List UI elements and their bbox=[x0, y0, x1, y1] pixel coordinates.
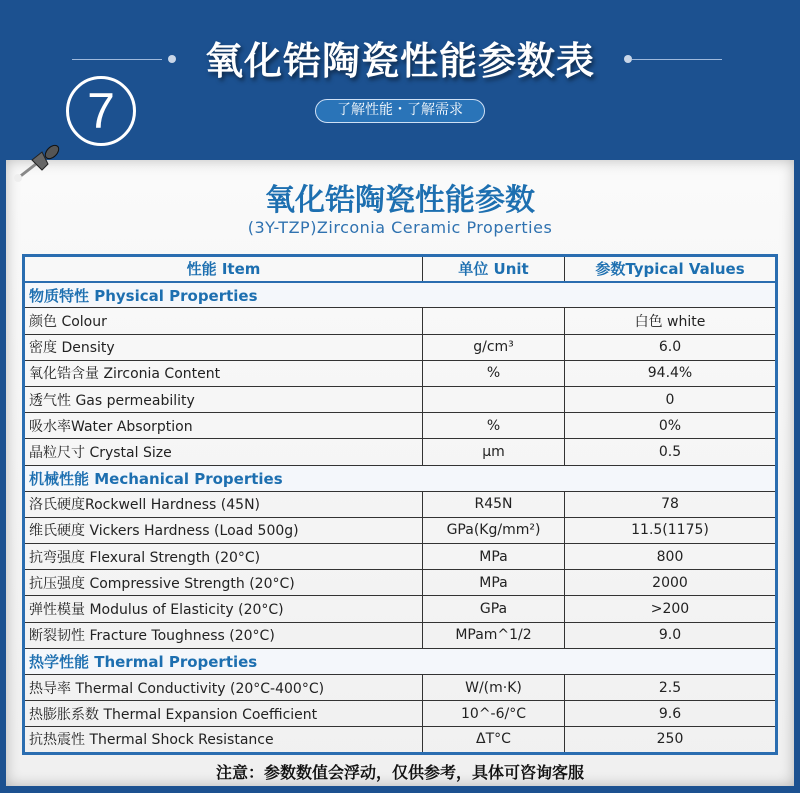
cell-unit bbox=[423, 308, 565, 334]
cell-item: 氧化锆含量 Zirconia Content bbox=[24, 360, 423, 386]
section-title: 热学性能 Thermal Properties bbox=[24, 648, 777, 674]
cell-unit: GPa bbox=[423, 596, 565, 622]
table-row bbox=[24, 622, 777, 648]
cell-value: 白色 white bbox=[565, 308, 777, 334]
cell-unit: W/(m·K) bbox=[423, 675, 565, 701]
cell-unit: ΔT°C bbox=[423, 727, 565, 753]
section-title: 物质特性 Physical Properties bbox=[24, 282, 777, 308]
cell-value: 0.5 bbox=[565, 439, 777, 465]
title-rule-right bbox=[632, 59, 722, 60]
cell-value: 0 bbox=[565, 386, 777, 412]
cell-item: 晶粒尺寸 Crystal Size bbox=[24, 439, 423, 465]
cell-value: 800 bbox=[565, 544, 777, 570]
section-number: 7 bbox=[66, 76, 136, 146]
cell-value: 250 bbox=[565, 727, 777, 753]
cell-value: 0% bbox=[565, 413, 777, 439]
cell-value: 11.5(1175) bbox=[565, 517, 777, 543]
cell-unit: g/cm³ bbox=[423, 334, 565, 360]
table-row bbox=[24, 675, 777, 701]
cell-unit: % bbox=[423, 360, 565, 386]
cell-value: 9.0 bbox=[565, 622, 777, 648]
cell-unit: 10^-6/°C bbox=[423, 701, 565, 727]
cell-item: 弹性模量 Modulus of Elasticity (20°C) bbox=[24, 596, 423, 622]
header-value: 参数Typical Values bbox=[565, 256, 777, 282]
cell-item: 热导率 Thermal Conductivity (20°C-400°C) bbox=[24, 675, 423, 701]
cell-item: 密度 Density bbox=[24, 334, 423, 360]
section-row bbox=[24, 465, 777, 491]
cell-item: 洛氏硬度Rockwell Hardness (45N) bbox=[24, 491, 423, 517]
cell-item: 抗压强度 Compressive Strength (20°C) bbox=[24, 570, 423, 596]
table-row bbox=[24, 386, 777, 412]
table-header-row bbox=[24, 256, 777, 282]
disclaimer-note: 注意：参数数值会浮动，仅供参考，具体可咨询客服 bbox=[215, 763, 584, 782]
cell-item: 抗热震性 Thermal Shock Resistance bbox=[24, 727, 423, 753]
table-row bbox=[24, 727, 777, 753]
table-row bbox=[24, 596, 777, 622]
cell-unit: MPam^1/2 bbox=[423, 622, 565, 648]
cell-unit: MPa bbox=[423, 544, 565, 570]
properties-table bbox=[22, 254, 778, 755]
cell-item: 透气性 Gas permeability bbox=[24, 386, 423, 412]
cell-value: 94.4% bbox=[565, 360, 777, 386]
table-row bbox=[24, 334, 777, 360]
cell-value: 6.0 bbox=[565, 334, 777, 360]
cell-unit: GPa(Kg/mm²) bbox=[423, 517, 565, 543]
cell-item: 热膨胀系数 Thermal Expansion Coefficient bbox=[24, 701, 423, 727]
cell-item: 抗弯强度 Flexural Strength (20°C) bbox=[24, 544, 423, 570]
card-subtitle: (3Y-TZP)Zirconia Ceramic Properties bbox=[247, 218, 553, 237]
cell-item: 颜色 Colour bbox=[24, 308, 423, 334]
cell-value: 2000 bbox=[565, 570, 777, 596]
tagline-badge: 了解性能・了解需求 bbox=[315, 99, 485, 123]
table-row bbox=[24, 491, 777, 517]
table-row bbox=[24, 701, 777, 727]
cell-value: 78 bbox=[565, 491, 777, 517]
cell-value: 9.6 bbox=[565, 701, 777, 727]
table-row bbox=[24, 308, 777, 334]
cell-item: 断裂韧性 Fracture Toughness (20°C) bbox=[24, 622, 423, 648]
cell-unit: μm bbox=[423, 439, 565, 465]
page-title: 氧化锆陶瓷性能参数表 bbox=[204, 39, 595, 83]
cell-value: 2.5 bbox=[565, 675, 777, 701]
table-row bbox=[24, 517, 777, 543]
table-row bbox=[24, 413, 777, 439]
title-dot-right bbox=[624, 55, 632, 63]
cell-unit: R45N bbox=[423, 491, 565, 517]
table-row bbox=[24, 360, 777, 386]
cell-unit: % bbox=[423, 413, 565, 439]
card-title: 氧化锆陶瓷性能参数 bbox=[265, 183, 535, 218]
section-title: 机械性能 Mechanical Properties bbox=[24, 465, 777, 491]
cell-unit: MPa bbox=[423, 570, 565, 596]
cell-unit bbox=[423, 386, 565, 412]
section-row bbox=[24, 282, 777, 308]
table-row bbox=[24, 439, 777, 465]
header-unit: 单位 Unit bbox=[423, 256, 565, 282]
cell-item: 吸水率Water Absorption bbox=[24, 413, 423, 439]
section-row bbox=[24, 648, 777, 674]
cell-item: 维氏硬度 Vickers Hardness (Load 500g) bbox=[24, 517, 423, 543]
table-row bbox=[24, 544, 777, 570]
table-row bbox=[24, 570, 777, 596]
header-item: 性能 Item bbox=[24, 256, 423, 282]
cell-value: >200 bbox=[565, 596, 777, 622]
